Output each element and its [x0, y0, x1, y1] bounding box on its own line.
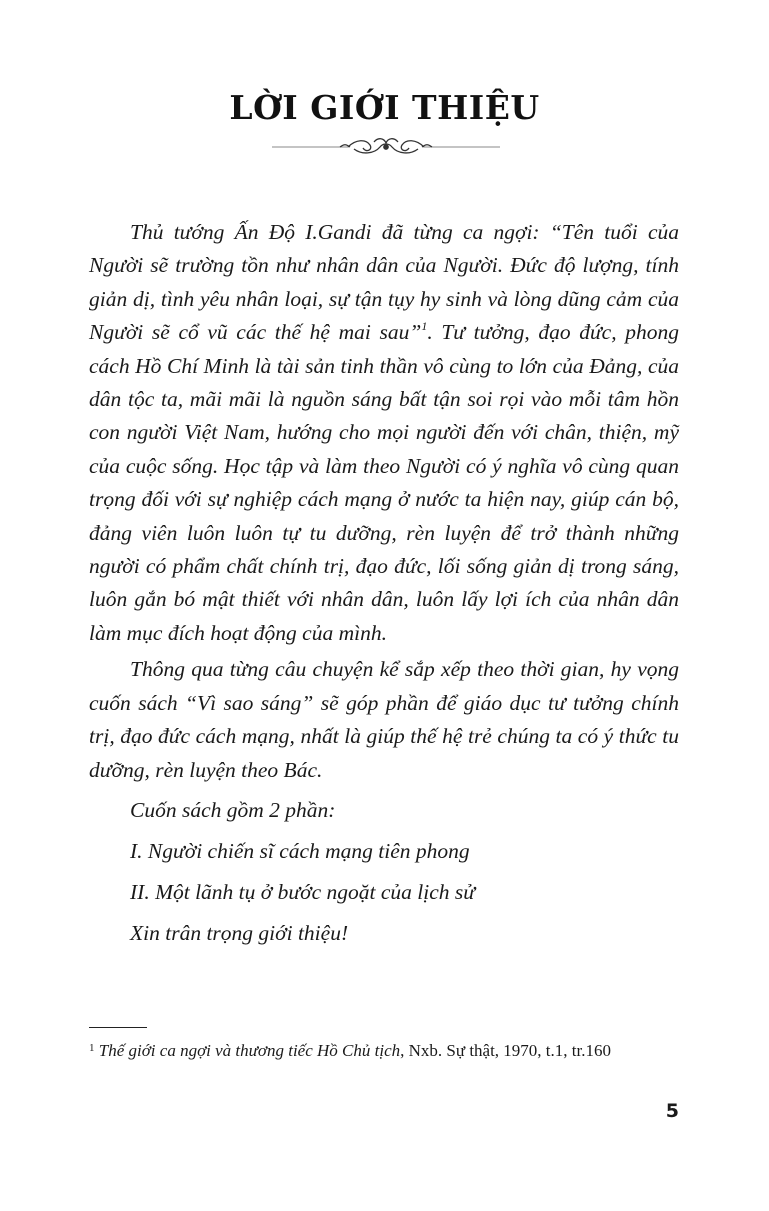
paragraph-book-purpose: Thông qua từng câu chuyện kể sắp xếp theo thời gian, hy vọng cuốn sách “Vì sao sáng” sẽ góp phần để giáo dục tư tưởng chính trị, đạo đức cách mạng, nhất là giúp thế hệ trẻ chúng ta có ý thức tu dưỡng, rèn luyện theo Bác.	[89, 657, 679, 782]
flourish-divider-icon	[270, 136, 502, 158]
footnote-number: 1	[89, 1042, 95, 1054]
line-closing: Xin trân trọng giới thiệu!	[130, 920, 349, 945]
footnote-divider	[89, 1027, 147, 1028]
footnote-reference[interactable]: 1	[421, 319, 428, 334]
line-part-one: I. Người chiến sĩ cách mạng tiên phong	[130, 838, 470, 863]
introduction-body	[89, 216, 679, 952]
paragraph-quote	[89, 216, 679, 650]
footnote	[89, 1040, 689, 1062]
paragraph-text: Thủ tướng Ấn Độ I.Gandi đã từng ca ngợi: “Tên tuổi của Người sẽ trường tồn như nhân dân của Người. Đức độ lượng, tính giản dị, tình yêu nhân loại, sự tận tụy hy sinh và lòng dũng cảm của Người sẽ cổ vũ các thế hệ mai sau”	[89, 220, 679, 345]
paragraph-text: . Tư tưởng, đạo đức, phong cách Hồ Chí Minh là tài sản tinh thần vô cùng to lớn của Đảng, của dân tộc ta, mãi mãi là nguồn sáng bất tận soi rọi vào mỗi tâm hồn con người Việt Nam, hướng cho mọi người đến với chân, thiện, mỹ của cuộc sống. Học tập và làm theo Người có ý nghĩa vô cùng quan trọng đối với sự nghiệp cách mạng ở nước ta hiện nay, giúp cán bộ, đảng viên luôn luôn tự tu dưỡng, rèn luyện để trở thành những người có phẩm chất chính trị, đạo đức, lối sống giản dị trong sáng, luôn gắn bó mật thiết với nhân dân, luôn lấy lợi ích của nhân dân làm mục đích hoạt động của mình.	[89, 320, 679, 645]
line-book-structure: Cuốn sách gồm 2 phần:	[130, 797, 336, 822]
footnote-source-title: Thế giới ca ngợi và thương tiếc Hồ Chủ tịch	[98, 1041, 401, 1060]
page-title: LỜI GIỚI THIỆU	[229, 88, 540, 127]
footnote-source-details: , Nxb. Sự thật, 1970, t.1, tr.160	[400, 1041, 611, 1060]
page-number: 5	[665, 1100, 679, 1122]
line-part-two: II. Một lãnh tụ ở bước ngoặt của lịch sử	[130, 879, 475, 904]
